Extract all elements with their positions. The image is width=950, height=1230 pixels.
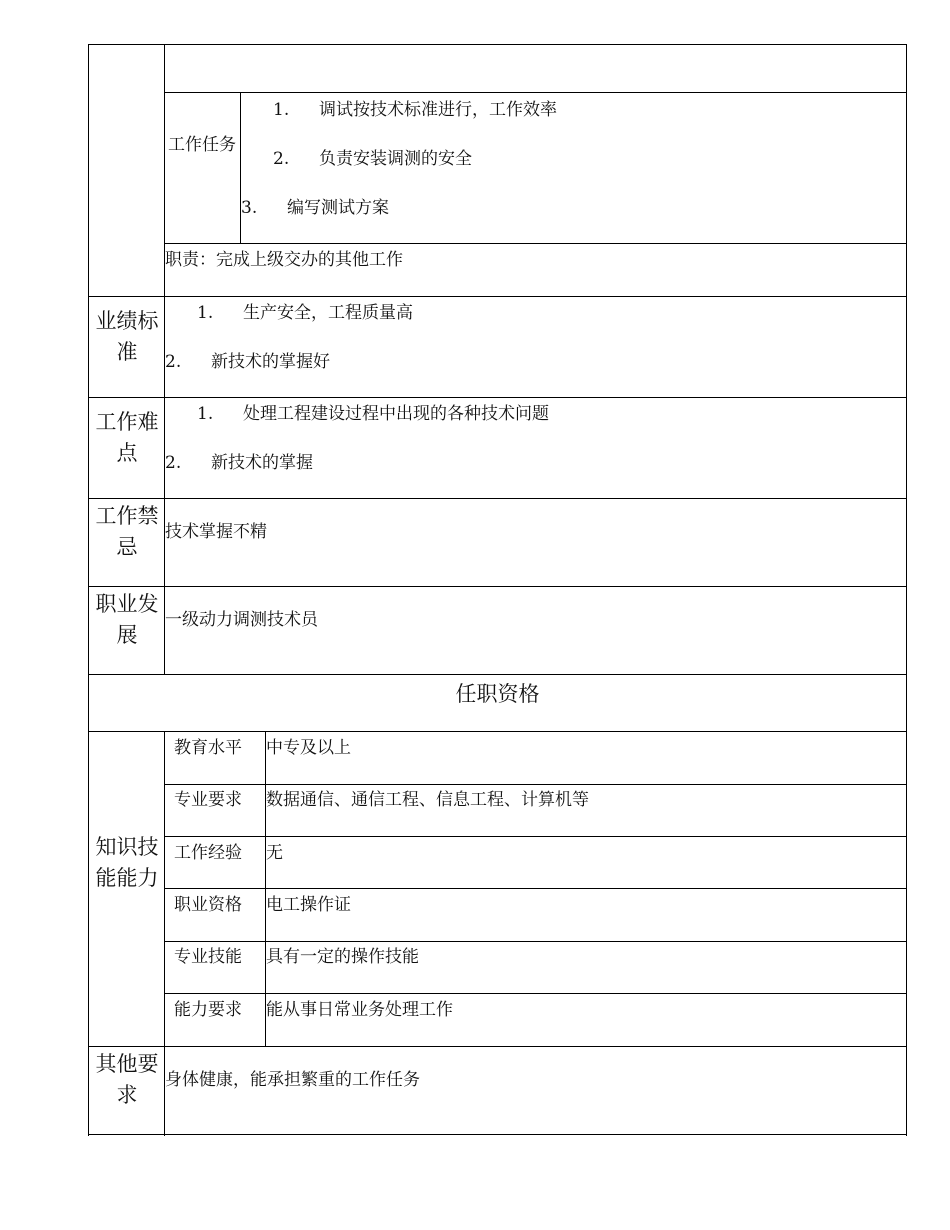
task-item-2-num: 2. — [273, 149, 290, 169]
knowledge-key-4: 职业资格 — [174, 895, 242, 915]
knowledge-key-5: 专业技能 — [174, 947, 242, 967]
difficulty-item-1-text: 处理工程建设过程中出现的各种技术问题 — [243, 404, 549, 424]
performance-item-1 — [197, 302, 413, 324]
knowledge-label: 知识技能能力 — [95, 835, 159, 890]
performance-label: 业绩标准 — [95, 309, 159, 364]
task-item-2 — [273, 148, 472, 170]
other-text: 身体健康，能承担繁重的工作任务 — [165, 1070, 420, 1090]
task-item-3-text: 编写测试方案 — [287, 198, 389, 218]
performance-item-1-text: 生产安全，工程质量高 — [243, 303, 413, 323]
knowledge-value-3: 无 — [266, 843, 283, 863]
taboo-text: 技术掌握不精 — [165, 522, 267, 542]
performance-item-2-num: 2. — [165, 352, 182, 372]
task-item-3-num: 3. — [241, 198, 258, 218]
task-item-3 — [241, 197, 389, 219]
other-label: 其他要求 — [95, 1052, 159, 1107]
task-item-1 — [273, 99, 557, 121]
knowledge-key-6: 能力要求 — [174, 1000, 242, 1020]
duty-text: 职责：完成上级交办的其他工作 — [165, 250, 403, 270]
performance-item-2-text: 新技术的掌握好 — [211, 352, 330, 372]
qualification-title: 任职资格 — [455, 682, 540, 706]
performance-item-2 — [165, 351, 330, 373]
difficulty-label: 工作难点 — [95, 410, 159, 465]
task-item-1-text: 调试按技术标准进行，工作效率 — [319, 100, 557, 120]
knowledge-key-3: 工作经验 — [174, 843, 242, 863]
difficulty-item-2-text: 新技术的掌握 — [211, 453, 313, 473]
taboo-label: 工作禁忌 — [95, 504, 159, 559]
knowledge-value-4: 电工操作证 — [266, 895, 351, 915]
knowledge-value-2: 数据通信、通信工程、信息工程、计算机等 — [266, 790, 589, 810]
task-label: 工作任务 — [168, 135, 236, 155]
performance-item-1-num: 1. — [197, 303, 214, 323]
knowledge-value-6: 能从事日常业务处理工作 — [266, 1000, 453, 1020]
career-text: 一级动力调测技术员 — [165, 610, 318, 630]
knowledge-value-1: 中专及以上 — [266, 738, 351, 758]
knowledge-value-5: 具有一定的操作技能 — [266, 947, 419, 967]
knowledge-key-1: 教育水平 — [174, 738, 242, 758]
task-item-2-text: 负责安装调测的安全 — [319, 149, 472, 169]
difficulty-item-2 — [165, 452, 313, 474]
difficulty-item-2-num: 2. — [165, 453, 182, 473]
difficulty-item-1 — [197, 403, 549, 425]
difficulty-item-1-num: 1. — [197, 404, 214, 424]
knowledge-key-2: 专业要求 — [174, 790, 242, 810]
task-item-1-num: 1. — [273, 100, 290, 120]
career-label: 职业发展 — [95, 592, 159, 647]
